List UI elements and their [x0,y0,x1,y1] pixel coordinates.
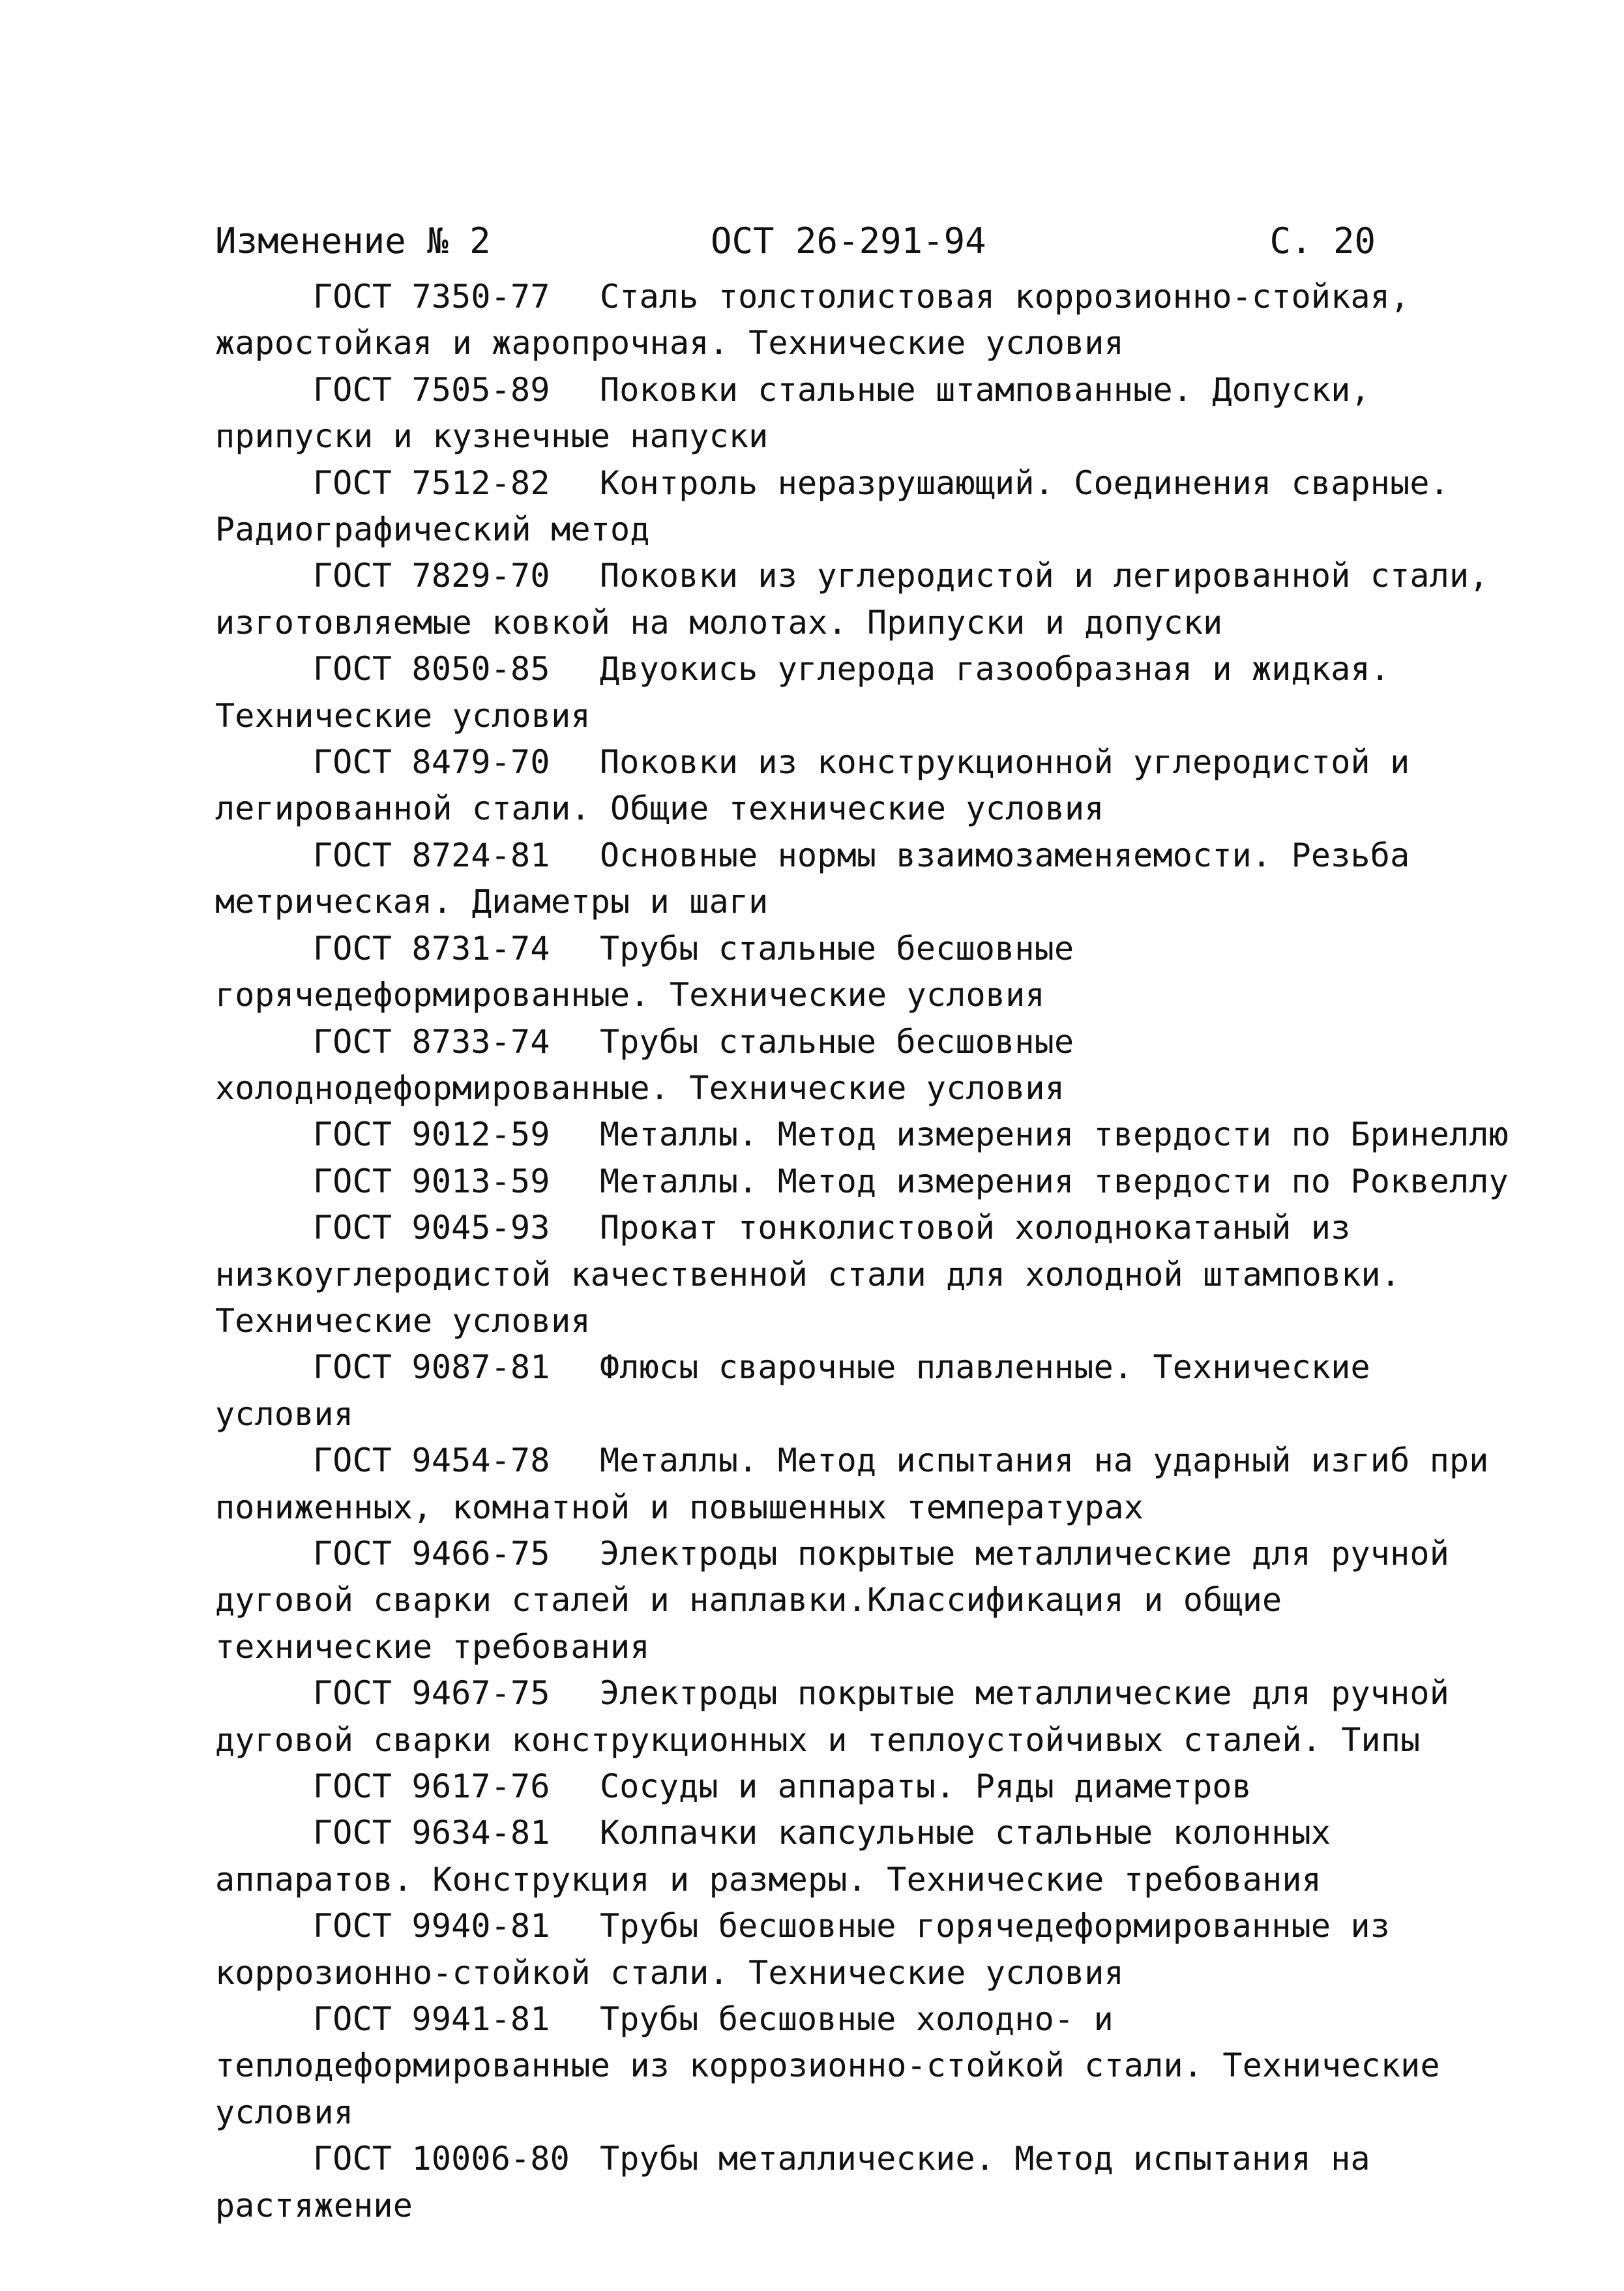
standard-title: Трубы стальные бесшовные горячедеформированные. Технические условия [215,929,1074,1014]
standard-title: Флюсы сварочные плавленные. Технические условия [215,1348,1370,1433]
standard-code: ГОСТ 7829-70 [313,557,550,595]
change-number: Изменение № 2 [215,220,491,261]
standard-title: Сосуды и аппараты. Ряды диаметров [600,1767,1252,1805]
standard-code: ГОСТ 7505-89 [313,370,550,409]
standard-entry [215,2136,1513,2229]
standard-code: ГОСТ 8733-74 [313,1022,550,1061]
standard-title: Металлы. Метод измерения твердости по Роквеллу [600,1162,1509,1200]
standard-title: Основные нормы взаимозаменяемости. Резьба метрическая. Диаметры и шаги [215,836,1410,921]
standard-code: ГОСТ 9087-81 [313,1348,550,1387]
standard-code: ГОСТ 7350-77 [313,278,550,316]
standard-entry [215,1764,1513,1810]
standard-code: ГОСТ 9634-81 [313,1814,550,1852]
standard-title: Электроды покрытые металлические для ручной дуговой сварки конструкционных и теплоустойчивых сталей. Типы [215,1674,1450,1759]
standard-entry [215,1531,1513,1670]
standard-code: ГОСТ 10006-80 [313,2140,570,2178]
standard-code: ГОСТ 8050-85 [313,650,550,688]
standard-title: Поковки из углеродистой и легированной стали, изготовляемые ковкой на молотах. Припуски и допуски [215,557,1489,642]
standard-entry [215,926,1513,1019]
standard-entry [215,739,1513,833]
standard-code: ГОСТ 9941-81 [313,2000,550,2039]
standard-title: Трубы бесшовные горячедеформированные из коррозионно-стойкой стали. Технические условия [215,1907,1391,1992]
standard-entry [215,833,1513,926]
standard-entry [215,1903,1513,1996]
standard-entry [215,1159,1513,1205]
standard-code: ГОСТ 9617-76 [313,1767,550,1805]
standard-code: ГОСТ 9045-93 [313,1209,550,1247]
page-header [215,215,1376,267]
page-number: С. 20 [1269,220,1376,261]
standard-entry [215,1670,1513,1764]
standard-entry [215,367,1513,460]
standard-code: ГОСТ 7512-82 [313,464,550,502]
standard-title: Двуокись углерода газообразная и жидкая. Технические условия [215,650,1391,735]
standard-entry [215,1810,1513,1903]
standard-title: Прокат тонколистовой холоднокатаный из низкоуглеродистой качественной стали для холодной штамповки. Технические условия [215,1209,1401,1340]
standard-entry [215,646,1513,739]
standard-title: Трубы металлические. Метод испытания на растяжение [215,2140,1370,2224]
standard-entry [215,1112,1513,1158]
standard-entry [215,1344,1513,1438]
standard-code: ГОСТ 8479-70 [313,743,550,782]
standard-title: Металлы. Метод испытания на ударный изгиб при пониженных, комнатной и повышенных температурах [215,1441,1489,1526]
standard-title: Поковки стальные штампованные. Допуски, припуски и кузнечные напуски [215,370,1370,456]
standard-entry [215,1205,1513,1344]
standard-code: ГОСТ 8724-81 [313,836,550,874]
standard-entry [215,553,1513,646]
standard-title: Трубы стальные бесшовные холоднодеформированные. Технические условия [215,1022,1074,1107]
standard-code: ГОСТ 9012-59 [313,1116,550,1154]
standard-code: ГОСТ 9454-78 [313,1441,550,1480]
standard-entry [215,1996,1513,2136]
standard-code: ГОСТ 9013-59 [313,1162,550,1200]
standard-entry [215,1438,1513,1531]
standard-title: Поковки из конструкционной углеродистой и легированной стали. Общие технические условия [215,743,1410,828]
standards-list [215,274,1513,2229]
standard-code: ГОСТ 9466-75 [313,1534,550,1573]
standard-title: Контроль неразрушающий. Соединения сварные. Радиографический метод [215,464,1450,549]
standard-entry [215,1019,1513,1112]
standard-designation: ОСТ 26-291-94 [711,220,986,261]
standard-entry [215,460,1513,554]
standard-title: Трубы бесшовные холодно- и теплодеформированные из коррозионно-стойкой стали. Технические условия [215,2000,1440,2131]
standard-entry [215,274,1513,367]
standard-title: Металлы. Метод измерения твердости по Бринеллю [600,1116,1509,1154]
standard-code: ГОСТ 9467-75 [313,1674,550,1713]
standard-title: Колпачки капсульные стальные колонных аппаратов. Конструкция и размеры. Технические требования [215,1814,1331,1899]
standard-code: ГОСТ 8731-74 [313,929,550,968]
standard-title: Электроды покрытые металлические для ручной дуговой сварки сталей и наплавки.Классификация и общие технические требования [215,1534,1450,1666]
standard-title: Сталь толстолистовая коррозионно-стойкая, жаростойкая и жаропрочная. Технические условия [215,278,1410,362]
standard-code: ГОСТ 9940-81 [313,1907,550,1945]
